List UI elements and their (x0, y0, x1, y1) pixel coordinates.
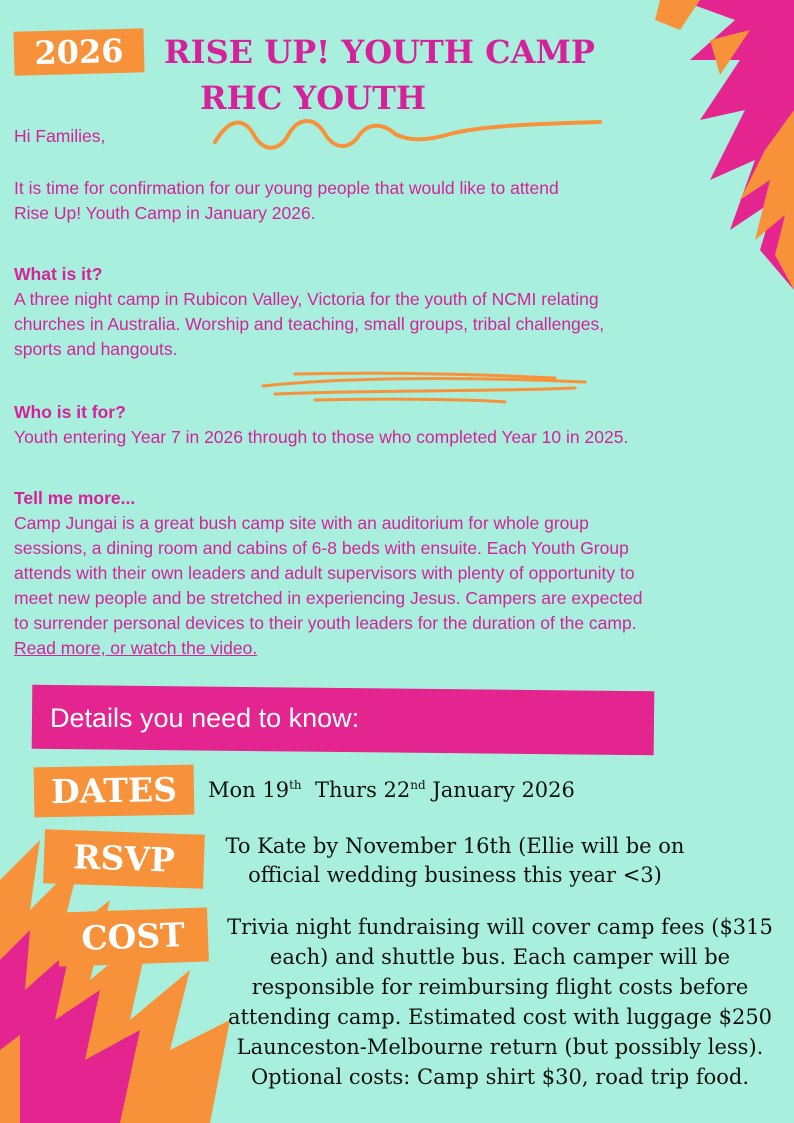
rsvp-line: To Kate by November 16th (Ellie will be on (225, 834, 685, 858)
dates-text: Mon 19th Thurs 22nd January 2026 (208, 778, 575, 802)
intro-paragraph (14, 176, 784, 226)
more-line: Camp Jungai is a great bush camp site with an auditorium for whole group (14, 513, 589, 533)
rsvp-line: official wedding business this year <3) (248, 863, 662, 887)
page-subtitle: RHC YOUTH (200, 79, 427, 117)
cost-line: attending camp. Estimated cost with luggage $250 (227, 1005, 773, 1029)
more-heading: Tell me more... (14, 488, 136, 508)
what-line: churches in Australia. Worship and teaching, small groups, tribal challenges, (14, 314, 605, 334)
greeting: Hi Families, (14, 126, 106, 146)
more-line: attends with their own leaders and adult supervisors with plenty of opportunity to (14, 563, 635, 583)
more-line: sessions, a dining room and cabins of 6-8 beds with ensuite. Each Youth Group (14, 538, 629, 558)
cost-line: each) and shuttle bus. Each camper will be (269, 945, 731, 969)
intro-line: It is time for confirmation for our young people that would like to attend (14, 178, 559, 198)
cost-line: responsible for reimbursing flight costs before (251, 975, 749, 999)
who-heading: Who is it for? (14, 402, 126, 422)
what-section (14, 262, 784, 362)
cost-badge: COST (57, 907, 209, 966)
cost-line: Optional costs: Camp shirt $30, road trip food. (250, 1065, 750, 1089)
what-line: A three night camp in Rubicon Valley, Victoria for the youth of NCMI relating (14, 289, 599, 309)
year-badge: 2026 (13, 28, 144, 75)
cost-line: Launceston-Melbourne return (but possibly less). (236, 1035, 764, 1059)
more-line: to surrender personal devices to their youth leaders for the duration of the camp. (14, 613, 637, 633)
read-more-link[interactable]: Read more, or watch the video. (14, 638, 258, 658)
details-banner-label: Details you need to know: (50, 703, 360, 733)
more-section (14, 486, 784, 661)
who-line: Youth entering Year 7 in 2026 through to those who completed Year 10 in 2025. (14, 427, 629, 447)
what-heading: What is it? (14, 264, 103, 284)
dates-badge: DATES (34, 765, 195, 818)
cost-text (210, 912, 790, 1092)
intro-line: Rise Up! Youth Camp in January 2026. (14, 203, 316, 223)
rsvp-text (210, 832, 700, 890)
page-title: RISE UP! YOUTH CAMP (164, 33, 595, 71)
what-line: sports and hangouts. (14, 339, 178, 359)
cost-line: Trivia night fundraising will cover camp fees ($315 (227, 915, 773, 939)
rsvp-badge: RSVP (43, 829, 205, 889)
more-line: meet new people and be stretched in experiencing Jesus. Campers are expected (14, 588, 643, 608)
who-section (14, 400, 784, 450)
